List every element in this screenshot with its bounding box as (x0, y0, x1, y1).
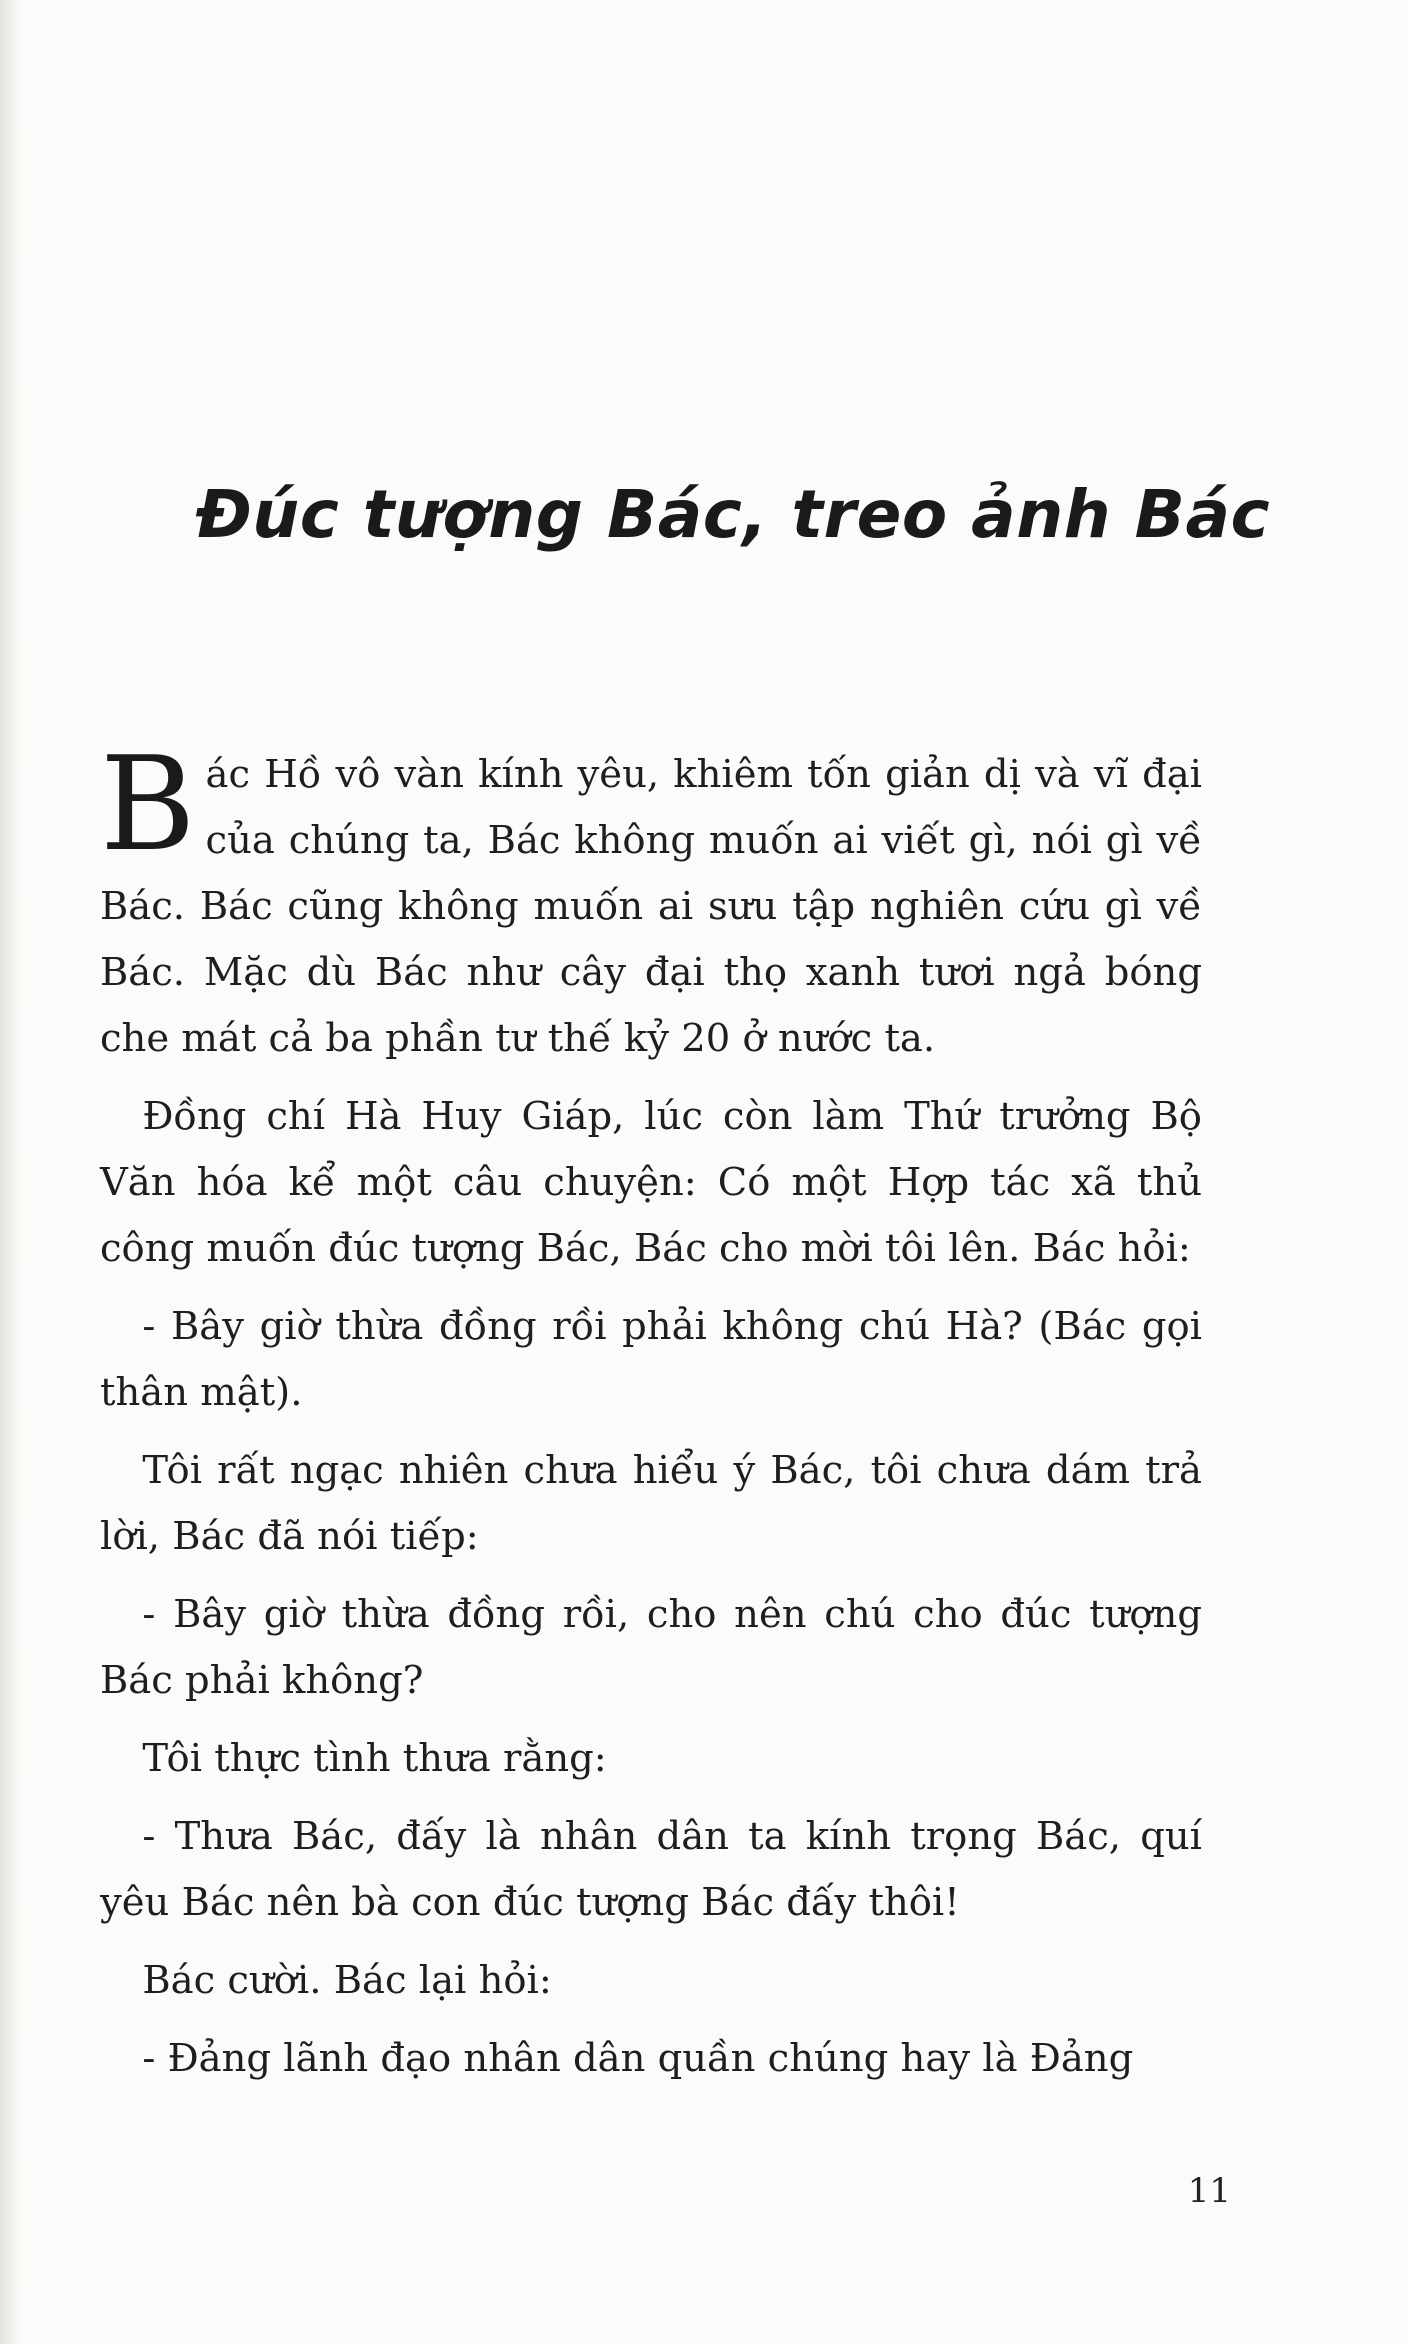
paragraph-2: Đồng chí Hà Huy Giáp, lúc còn làm Thứ trưởng Bộ Văn hóa kể một câu chuyện: Có một Hợp tác xã thủ công muốn đúc tượng Bác, Bác cho mời tôi lên. Bác hỏi: (100, 1094, 1202, 1271)
paragraph-6: Tôi thực tình thưa rằng: (142, 1736, 607, 1781)
paragraph-4: Tôi rất ngạc nhiên chưa hiểu ý Bác, tôi chưa dám trả lời, Bác đã nói tiếp: (100, 1448, 1202, 1559)
body-text (100, 728, 1202, 2092)
paragraph-9: - Đảng lãnh đạo nhân dân quần chúng hay là Đảng (142, 2036, 1134, 2081)
paragraph-3: - Bây giờ thừa đồng rồi phải không chú Hà? (Bác gọi thân mật). (100, 1304, 1202, 1415)
drop-cap-letter: B (100, 728, 196, 880)
paragraph-7: - Thưa Bác, đấy là nhân dân ta kính trọng Bác, quí yêu Bác nên bà con đúc tượng Bác đấy thôi! (100, 1814, 1202, 1925)
chapter-title: Đúc tượng Bác, treo ảnh Bác (196, 476, 1271, 553)
paragraph-8: Bác cười. Bác lại hỏi: (142, 1958, 552, 2003)
paragraph-1 (100, 728, 1202, 1072)
paragraph-1-text: ác Hồ vô vàn kính yêu, khiêm tốn giản dị và vĩ đại của chúng ta, Bác không muốn ai viết gì, nói gì về Bác. Bác cũng không muốn ai sưu tập nghiên cứu gì về Bác. Mặc dù Bác như cây đại thọ xanh tươi ngả bóng che mát cả ba phần tư thế kỷ 20 ở nước ta. (100, 752, 1202, 1061)
paragraph-5: - Bây giờ thừa đồng rồi, cho nên chú cho đúc tượng Bác phải không? (100, 1592, 1202, 1703)
page-number: 11 (1187, 2171, 1231, 2211)
